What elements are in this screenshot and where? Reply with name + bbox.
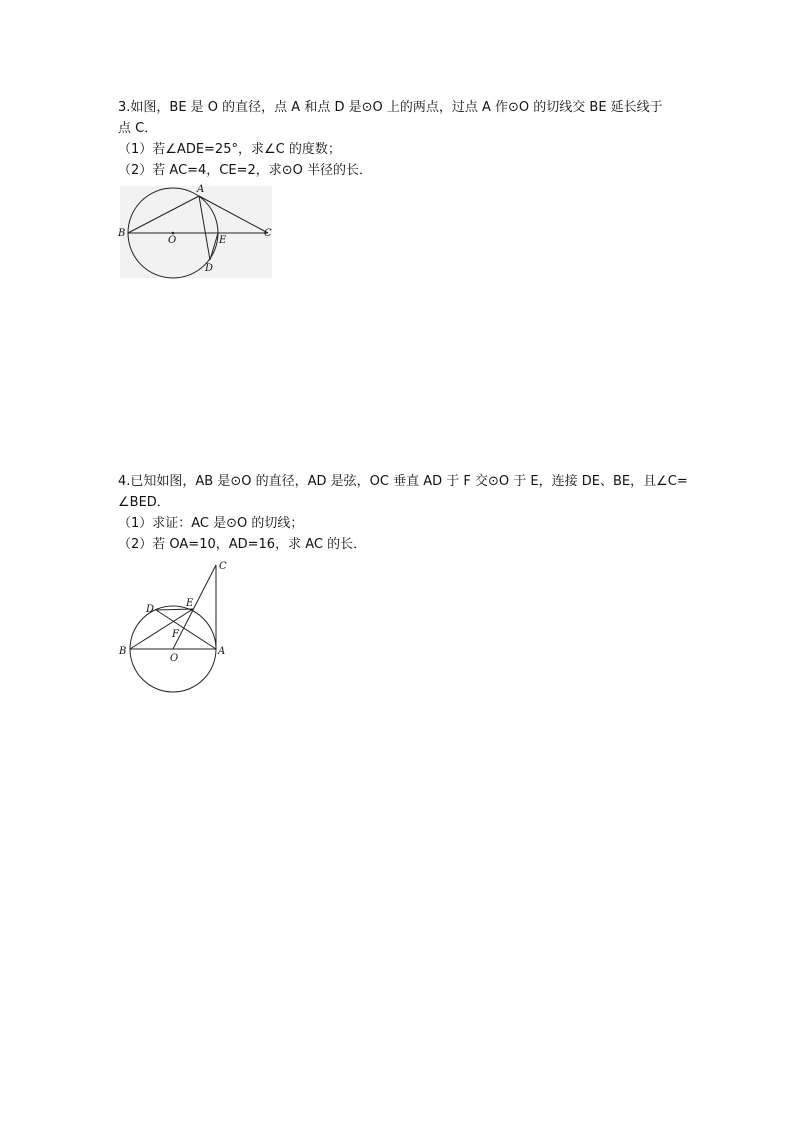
label-o: O (168, 235, 177, 246)
problem-3-diagram (116, 180, 276, 280)
label-b: B (118, 228, 126, 239)
label-e: E (186, 598, 194, 609)
problem-3-statement-line-2: 点 C． (118, 121, 158, 136)
label-o: O (170, 653, 179, 664)
chord-ad (156, 610, 216, 649)
problem-3 (118, 97, 678, 181)
label-b: B (119, 646, 127, 657)
problem-4 (118, 471, 688, 555)
problem-3-statement-line-1: 3.如图，BE 是 O 的直径，点 A 和点 D 是⊙O 上的两点，过点 A 作⊙O 的切线交 BE 延长线于 (118, 100, 663, 115)
problem-4-figure (116, 557, 230, 699)
label-c: C (264, 228, 272, 239)
label-e: E (219, 235, 227, 246)
problem-3-figure (116, 180, 276, 280)
label-a: A (218, 646, 226, 657)
problem-4-question-2: （2）若 OA=10，AD=16，求 AC 的长． (118, 537, 367, 552)
label-f: F (172, 629, 179, 640)
label-c: C (219, 561, 227, 572)
problem-4-statement-line-2: ∠BED． (118, 495, 170, 510)
problem-3-question-2: （2）若 AC=4，CE=2，求⊙O 半径的长． (118, 163, 373, 178)
center-dot (172, 232, 175, 235)
label-d: D (146, 604, 155, 615)
label-a: A (197, 184, 205, 195)
line-oc (173, 565, 216, 649)
problem-4-statement-line-1: 4.已知如图，AB 是⊙O 的直径，AD 是弦，OC 垂直 AD 于 F 交⊙O 于 E，连接 DE、BE，且∠C= (118, 474, 688, 489)
segment-de (156, 609, 193, 610)
problem-3-question-1: （1）若∠ADE=25°，求∠C 的度数； (118, 142, 341, 157)
problem-4-question-1: （1）求证：AC 是⊙O 的切线； (118, 516, 304, 531)
label-d: D (205, 263, 214, 274)
problem-4-diagram (116, 557, 230, 699)
